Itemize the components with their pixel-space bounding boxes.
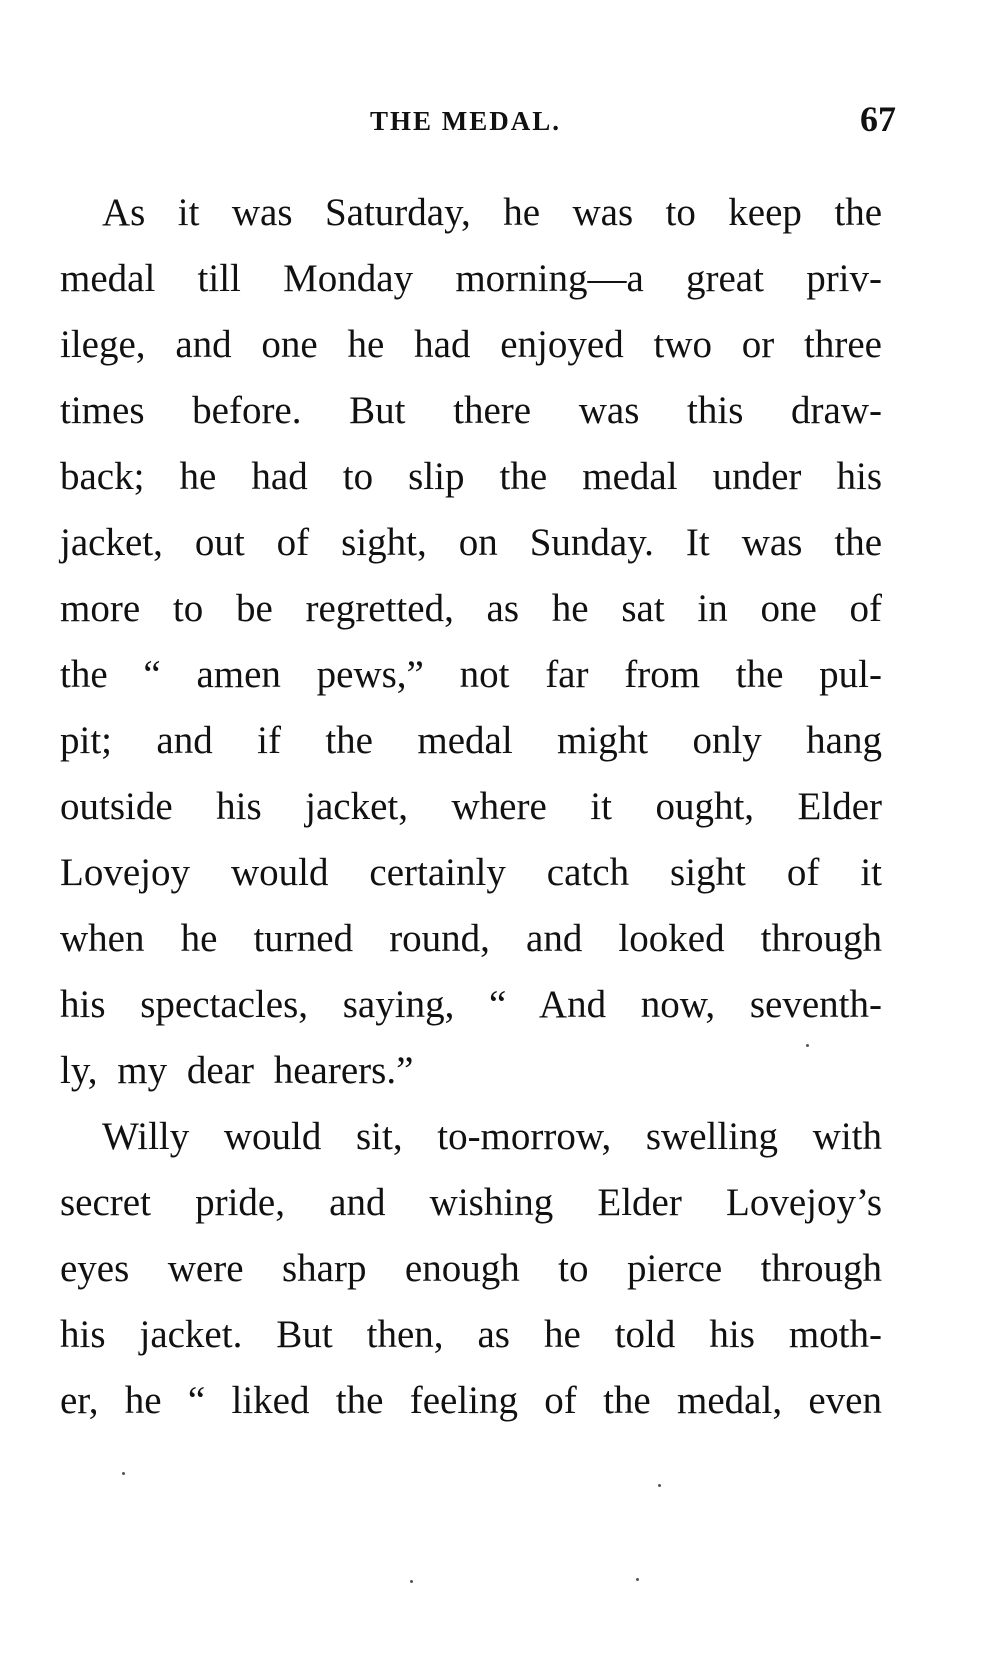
text-line: ilege, and one he had enjoyed two or three [60,323,882,366]
ink-speck [410,1580,413,1583]
text-line: ly, my dear hearers.” [60,1049,414,1092]
text-line: er, he “ liked the feeling of the medal, even [60,1379,882,1422]
text-line: medal till Monday morning—a great priv- [60,257,882,300]
text-line: secret pride, and wishing Elder Lovejoy’s [60,1181,882,1224]
running-head [0,96,1000,146]
text-line: eyes were sharp enough to pierce through [60,1247,882,1290]
text-line: Willy would sit, to-morrow, swelling with [102,1115,882,1158]
ink-speck [658,1484,661,1487]
text-line: As it was Saturday, he was to keep the [102,191,882,234]
text-line: pit; and if the medal might only hang [60,719,882,762]
paragraph [60,180,882,1104]
text-line: outside his jacket, where it ought, Elder [60,785,882,828]
text-line: times before. But there was this draw- [60,389,882,432]
paragraph [60,1104,882,1434]
body-text [60,180,882,1434]
running-title: THE MEDAL. [370,106,562,136]
text-line: more to be regretted, as he sat in one of [60,587,882,630]
text-line: Lovejoy would certainly catch sight of it [60,851,882,894]
text-line: the “ amen pews,” not far from the pul- [60,653,882,696]
text-line: his jacket. But then, as he told his moth- [60,1313,882,1356]
text-line: his spectacles, saying, “ And now, seventh- [60,983,882,1026]
ink-speck [636,1578,639,1581]
text-line: jacket, out of sight, on Sunday. It was the [60,521,882,564]
page-number: 67 [860,99,896,139]
ink-speck [122,1472,125,1475]
text-line: when he turned round, and looked through [60,917,882,960]
ink-speck [806,1044,809,1047]
text-line: back; he had to slip the medal under his [60,455,882,498]
